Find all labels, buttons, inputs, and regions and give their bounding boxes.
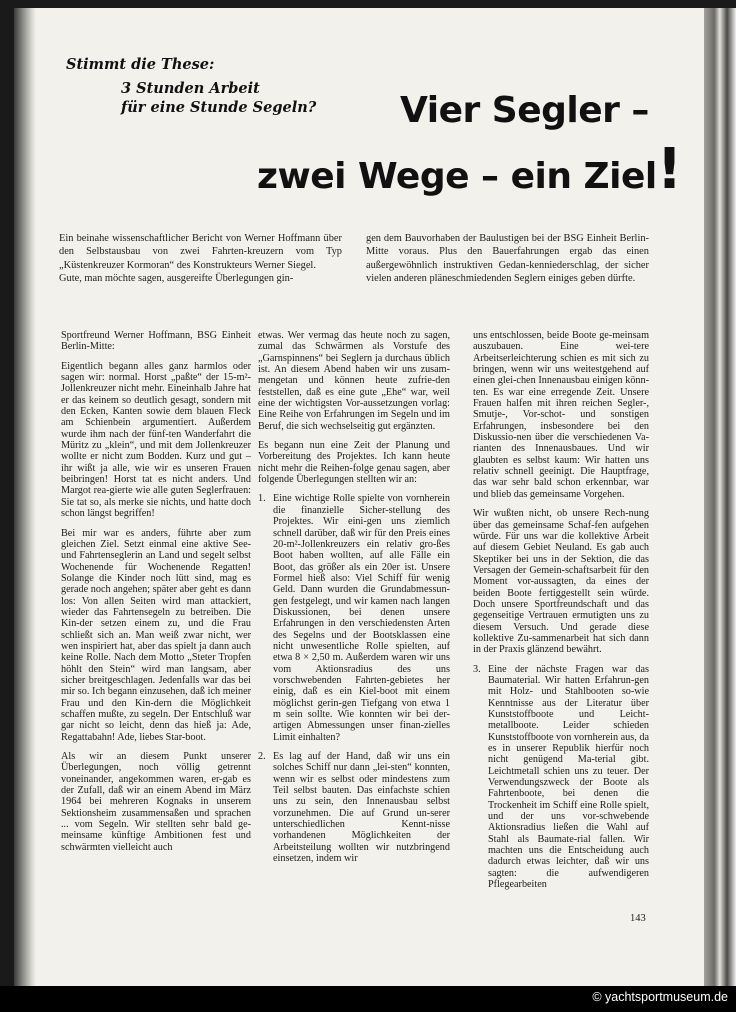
headline-line-2-text: zwei Wege – ein Ziel (257, 156, 657, 197)
item-number: 3. (473, 663, 481, 675)
magazine-page (14, 8, 704, 986)
intro-text-1: Ein beinahe wissenschaftlicher Bericht von Werner Hoffmann über den Selbstausbau von zwei Fahrten-kreuzern vom Typ „Küstenkreuzer Kormoran“ des Konstrukteurs Werner Siegel. Gute, man möchte sagen, ausgereifte Überlegungen gin- (59, 233, 342, 284)
article-paragraph: Als wir an diesem Punkt unserer Überlegungen, noch völlig getrennt voneinander, angekommen waren, er-gab es der Zufall, daß wir an einem Abend im März 1964 bei mehreren Kognaks in unserem Sektionsheim zusammensaßen und sprachen ... vom Segeln. Wir stellten sehr bald ge-meinsame künftige Ambitionen fest und schwärmten vielleicht auch (61, 751, 251, 853)
article-paragraph: Es begann nun eine Zeit der Planung und Vorbereitung des Projektes. Ich kann heute nicht mehr die Reihen-folge genau sagen, aber folgende Überlegungen stellten wir an: (258, 440, 450, 486)
headline-exclamation: ! (656, 137, 682, 202)
headline-line-2 (257, 137, 682, 202)
article-column-2 (258, 330, 450, 872)
numbered-item (258, 751, 450, 864)
headline-line-1: Vier Segler – (400, 90, 649, 131)
numbered-item (473, 664, 649, 891)
item-text: Eine wichtige Rolle spielte von vornherein die finanzielle Sicher-stellung des Projektes. Wir eini-gen uns ziemlich schnell darüber, daß wir für den Preis eines 20-m²-Jollenkreuzers ein relativ gro-ßes Boot haben wollten, auf alle Fälle ein Boot, das größer als ein 20er ist. Unsere Formel hieß also: Viel Schiff für wenig Geld. Dann wurden die Grundabmessun-gen festgelegt, und wir kamen nach langen Diskussionen, bei denen unsere Erfahrungen in den verschiedensten Arten des Segelns und der Bootsklassen eine nicht unwesentliche Rolle spielten, auf etwa 8 × 2,50 m. Außerdem waren wir uns vom Aktionsradius des uns vorschwebenden Fahrten-gebietes her einig, daß es ein Kiel-boot mit einem möglichst gerin-gen Tiefgang von etwa 1 m sein sollte. Wie konnten wir bei der-artigen Abmessungen unser finan-zielles Limit einhalten? (273, 493, 450, 743)
article-paragraph: uns entschlossen, beide Boote ge-meinsam auszubauen. Eine wei-tere Arbeitserleichterung schien es mit sich zu bringen, wenn wir uns weitestgehend auf einen glei-chen Innenausbau einigen könn-ten. Es war eine erregende Zeit. Unsere Frauen halfen mit ihren reichen Segler-, Smutje-, Vor-schot- und sonstigen Erfahrungen, insbesondere bei den Diskussio-nen über die verschiedenen Va-rianten des Innenausbaues. Und wir glaubten es selbst kaum: Wir hatten uns relativ schnell geeinigt. Die Hauptfrage, das war sehr bald schon erkennbar, war und blieb das gemeinsame Vorgehen. (473, 330, 649, 500)
article-column-3 (473, 330, 649, 899)
kicker-line-1: Stimmt die These: (66, 56, 215, 73)
item-text: Es lag auf der Hand, daß wir uns ein solches Schiff nur dann „lei-sten“ konnten, wenn wir es selbst oder mindestens zum Teil selbst bauten. Das einfachste schien uns zu sein, den Innenausbau selbst vorzunehmen. Die auf Grund un-serer unterschiedlichen Kennt-nisse vorhandenen Möglichkeiten der Arbeitsteilung wollten wir nutzbringend einsetzen, indem wir (273, 751, 450, 865)
kicker-line-3: für eine Stunde Segeln? (121, 99, 317, 116)
copyright-watermark: © yachtsportmuseum.de (592, 990, 728, 1004)
kicker-line-2: 3 Stunden Arbeit (121, 80, 260, 97)
intro-column-1 (59, 232, 342, 285)
article-paragraph: Sportfreund Werner Hoffmann, BSG Einheit Berlin-Mitte: (61, 330, 251, 353)
numbered-item (258, 493, 450, 743)
watermark-bar (0, 986, 736, 1012)
book-page-edges (700, 8, 736, 986)
item-text: Eine der nächste Fragen war das Baumaterial. Wir hatten Erfahrun-gen mit Holz- und Stahlbooten so-wie Kenntnisse aus der Literatur über Kunststoffboote und Leicht-metallboote. Leider schieden Kunststoffboote von vornherein aus, da es in unserer Republik hierfür noch nicht genügend Ma-terial gibt. Leichtmetall schien uns zu teuer. Der Verwendungszweck der Boote als Fahrtenboote, bei denen die Trockenheit im Schiff eine Rolle spielt, und der uns vor-schwebende Aktionsradius ließen die Wahl auf Stahl als Baumate-rial fallen. Wir machten uns die Entscheidung auch dadurch etwas leichter, daß wir uns sagten: die aufwendigeren Pflegearbeiten (488, 663, 649, 891)
item-number: 2. (258, 751, 266, 763)
intro-column-2: gen dem Bauvorhaben der Baulustigen bei der BSG Einheit Berlin-Mitte voraus. Plus den Bauerfahrungen ergab das einen außergewöhnlich instruktiven Gedan-kenniederschlag, der sicher vielen anderen pläneschmiedenden Seglern einiges geben dürfte. (366, 233, 649, 284)
item-number: 1. (258, 493, 266, 505)
article-paragraph: Eigentlich begann alles ganz harmlos oder sagen wir: normal. Horst „paßte“ der 15-m²-Jollenkreuzer nicht mehr. Eineinhalb Jahre hat er das keinem so deutlich gesagt, sondern mit den Ecken, Kanten sowie dem blauen Fleck am Schienbein argumentiert. Außerdem wurde ihm nach der fünf-ten Wanderfahrt die Müritz zu „klein“, und mit dem Jollenkreuzer wollte er nicht zum Bodden. Kurz und gut – ihr wißt ja alle, wie wir es unseren Frauen beibringen! Horst tat es nicht anders. Und Margot rea-gierte wie alle guten Seglerfrauen: Sie tat so, als merke sie nichts, und hatte doch schon längst begriffen! (61, 360, 251, 520)
article-paragraph: Bei mir war es anders, führte aber zum gleichen Ziel. Setzt einmal eine aktive See- und Fahrtenseglerin an Land und segelt selbst Wochenende für Wochenende Regatten! Solange die Kinder noch lütt sind, mag es gerade noch angehen; später aber geht es dann los: Von allen Seiten wird man attackiert, wieder das Fahrtensegeln zu betreiben. Die Kin-der setzen einem zu, und die Frau schließt sich an. Man weiß zwar nicht, wer wen inspiriert hat, aber das spielt ja dann auch keine Rolle. Nach dem Motto „Steter Tropfen höhlt den Stein“ wird man langsam, aber sicher breitgeschlagen. Jedenfalls war das bei mir so. Ich begann einzusehen, daß ich meiner Frau und den Kin-dern die Möglichkeit schaffen mußte, zu segeln. Der Entschluß war gar nicht so leicht, denn das hieß ja: Ade, Regattabahn! Ade, liebes Star-boot. (61, 527, 251, 743)
page-number: 143 (630, 913, 646, 924)
article-paragraph: Wir wußten nicht, ob unsere Rech-nung über das gemeinsame Schaf-fen aufgehen würde. Für uns war die kollektive Arbeit auf diesem Gebiet Neuland. Es gab auch Skeptiker bei uns in der Sektion, die das Versagen der Gemein-schaftsarbeit für den Moment vor-aussagten, da eines der beiden Boote fertiggestellt sein würde. Doch unsere Sportfreundschaft und das gegenseitige Vertrauen ermutigten uns zu diesem Versuch. Und gerade diese kollektive Zu-sammenarbeit hat sich dann in der Praxis glänzend bewährt. (473, 508, 649, 656)
article-column-1 (61, 330, 251, 861)
article-paragraph: etwas. Wer vermag das heute noch zu sagen, zumal das Schwärmen als Vorstufe des „Garnspinnens“ bei Seglern ja durchaus üblich ist. An diesem Abend haben wir uns zusam-mengetan und können heute zufrie-den feststellen, daß es eine gute „Ehe“ war, weil eine der wichtigsten Vor-aussetzungen vorlag: Eine Reihe von Erfahrungen im Segeln und im Beruf, die sich wechselseitig gut ergänzten. (258, 330, 450, 432)
book-spine-shadow (14, 8, 36, 986)
